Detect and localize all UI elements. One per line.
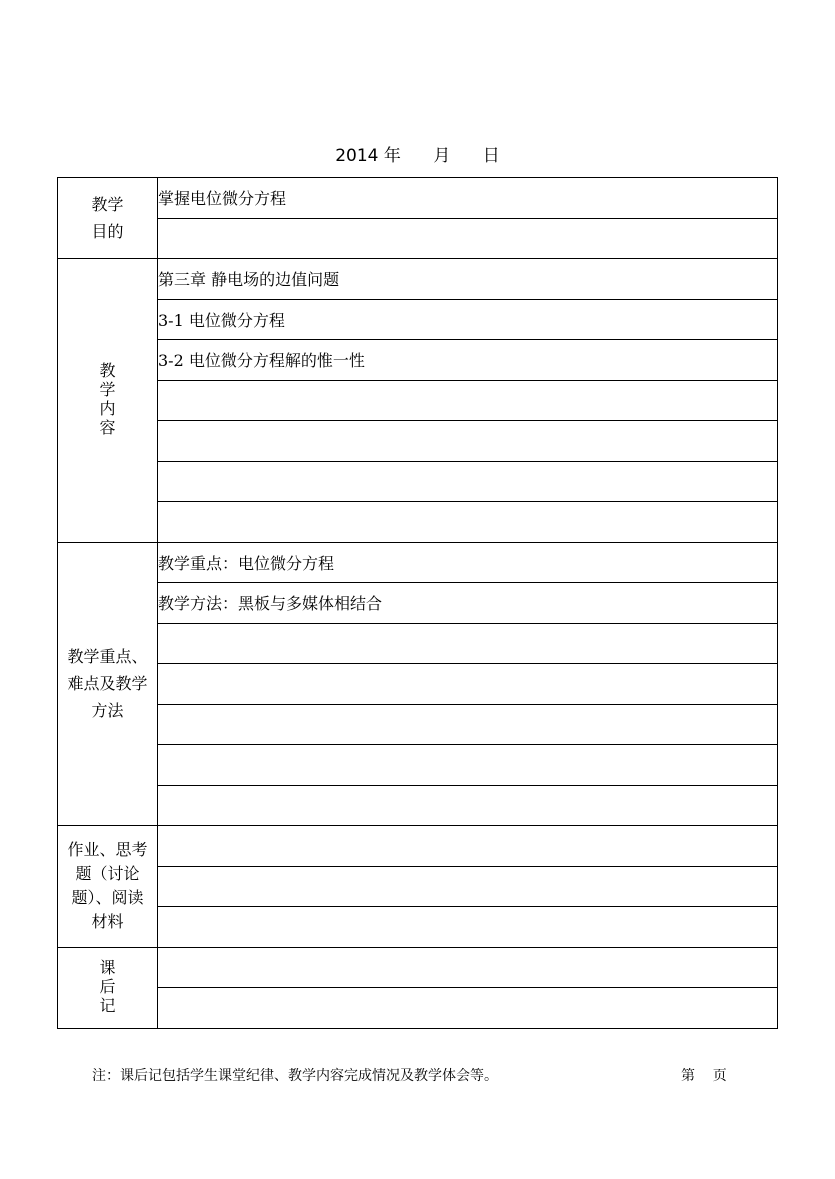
postnotes-label-cell xyxy=(58,947,158,1028)
content-row-7[interactable] xyxy=(158,502,778,543)
lesson-plan-table xyxy=(57,177,778,1029)
table-row xyxy=(58,866,778,907)
homework-row-3[interactable] xyxy=(158,907,778,948)
content-row-6[interactable] xyxy=(158,461,778,502)
table-row xyxy=(58,299,778,340)
table-row xyxy=(58,988,778,1029)
date-line: 2014 年 月 日 xyxy=(335,146,500,166)
content-label-cell xyxy=(58,259,158,543)
content-row-1[interactable]: 第三章 静电场的边值问题 xyxy=(158,259,778,300)
keypoints-row-2[interactable]: 教学方法：黑板与多媒体相结合 xyxy=(158,583,778,624)
table-row xyxy=(58,380,778,421)
objective-label: 教学目的 xyxy=(91,195,124,241)
keypoints-label: 教学重点、难点及教学方法 xyxy=(67,647,148,721)
table-row xyxy=(58,583,778,624)
postnotes-label: 课后记 xyxy=(99,957,116,1015)
homework-row-2[interactable] xyxy=(158,866,778,907)
table-row xyxy=(58,421,778,462)
table-row xyxy=(58,947,778,988)
table-row xyxy=(58,178,778,219)
homework-label-cell xyxy=(58,826,158,948)
postnotes-row-1[interactable] xyxy=(158,947,778,988)
keypoints-row-7[interactable] xyxy=(158,785,778,826)
table-row xyxy=(58,623,778,664)
table-row xyxy=(58,785,778,826)
table-row xyxy=(58,502,778,543)
content-label: 教学内容 xyxy=(99,360,116,437)
footer-note: 注：课后记包括学生课堂纪律、教学内容完成情况及教学体会等。 xyxy=(92,1068,498,1084)
table-row xyxy=(58,340,778,381)
keypoints-row-6[interactable] xyxy=(158,745,778,786)
table-row xyxy=(58,704,778,745)
table-row xyxy=(58,826,778,867)
table-row xyxy=(58,907,778,948)
objective-row-1[interactable]: 掌握电位微分方程 xyxy=(158,178,778,219)
keypoints-label-cell xyxy=(58,542,158,826)
table-row xyxy=(58,218,778,259)
content-row-4[interactable] xyxy=(158,380,778,421)
content-row-2[interactable]: 3-1 电位微分方程 xyxy=(158,299,778,340)
objective-row-2[interactable] xyxy=(158,218,778,259)
table-row xyxy=(58,259,778,300)
homework-row-1[interactable] xyxy=(158,826,778,867)
postnotes-row-2[interactable] xyxy=(158,988,778,1029)
keypoints-row-1[interactable]: 教学重点：电位微分方程 xyxy=(158,542,778,583)
content-row-3[interactable]: 3-2 电位微分方程解的惟一性 xyxy=(158,340,778,381)
objective-label-cell xyxy=(58,178,158,259)
table-row xyxy=(58,745,778,786)
homework-label: 作业、思考题（讨论题）、阅读材料 xyxy=(67,840,148,932)
keypoints-row-3[interactable] xyxy=(158,623,778,664)
content-row-5[interactable] xyxy=(158,421,778,462)
table-row xyxy=(58,461,778,502)
keypoints-row-5[interactable] xyxy=(158,704,778,745)
table-row xyxy=(58,542,778,583)
keypoints-row-4[interactable] xyxy=(158,664,778,705)
table-row xyxy=(58,664,778,705)
page-number: 第 页 xyxy=(681,1068,727,1084)
